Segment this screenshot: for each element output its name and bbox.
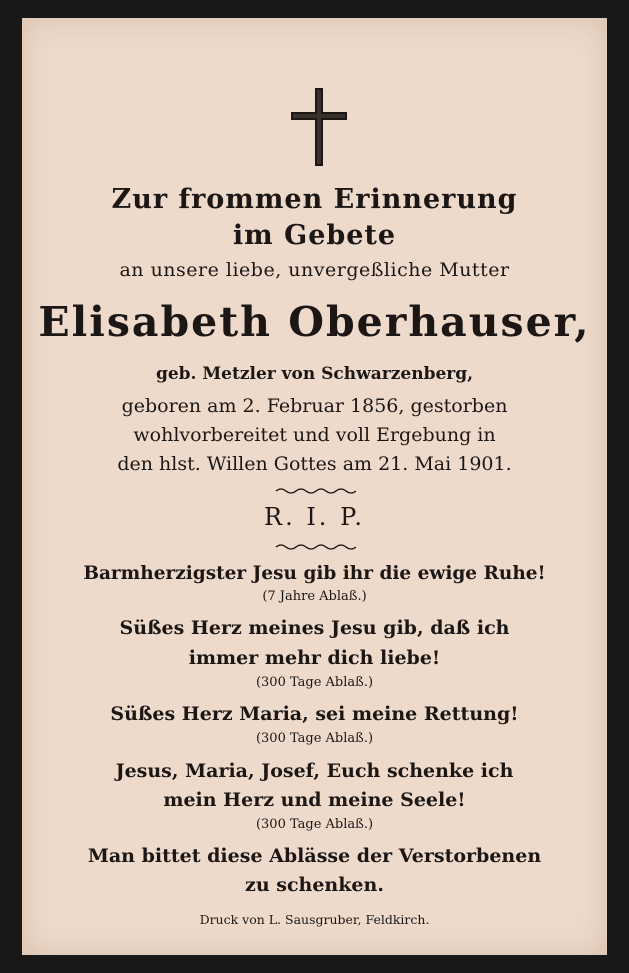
prayer-4-line-2: mein Herz und meine Seele! xyxy=(163,789,466,811)
deceased-name: Elisabeth Oberhauser, xyxy=(38,298,591,346)
bio-line-1: geboren am 2. Februar 1856, gestorben xyxy=(121,395,508,417)
indulgence-1: (7 Jahre Ablaß.) xyxy=(262,589,367,604)
indulgence-4: (300 Tage Ablaß.) xyxy=(255,817,374,832)
prayer-2-line-1: Süßes Herz meines Jesu gib, daß ich xyxy=(119,617,510,639)
closing-line-2: zu schenken. xyxy=(245,874,384,896)
rip-heading: R. I. P. xyxy=(264,503,365,531)
indulgence-2: (300 Tage Ablaß.) xyxy=(255,675,374,690)
dedication-line: an unsere liebe, unvergeßliche Mutter xyxy=(119,259,510,281)
printer-credit: Druck von L. Sausgruber, Feldkirch. xyxy=(199,912,430,927)
closing-line-1: Man bittet diese Ablässe der Verstorbenen xyxy=(87,845,542,867)
card-title-line2: im Gebete xyxy=(232,220,397,251)
cross-icon xyxy=(288,86,350,168)
indulgence-3: (300 Tage Ablaß.) xyxy=(255,731,374,746)
wavy-divider xyxy=(274,486,356,496)
prayer-3: Süßes Herz Maria, sei meine Rettung! xyxy=(110,703,519,725)
bio-line-2: wohlvorbereitet und voll Ergebung in xyxy=(133,424,496,446)
card-title-line1: Zur frommen Erinnerung xyxy=(111,184,518,215)
prayer-4-line-1: Jesus, Maria, Josef, Euch schenke ich xyxy=(115,760,514,782)
maiden-name: geb. Metzler von Schwarzenberg, xyxy=(155,364,474,384)
prayer-1: Barmherzigster Jesu gib ihr die ewige Ruhe! xyxy=(83,563,546,584)
wavy-divider xyxy=(274,542,356,552)
bio-line-3: den hlst. Willen Gottes am 21. Mai 1901. xyxy=(117,453,512,475)
prayer-2-line-2: immer mehr dich liebe! xyxy=(188,647,441,669)
